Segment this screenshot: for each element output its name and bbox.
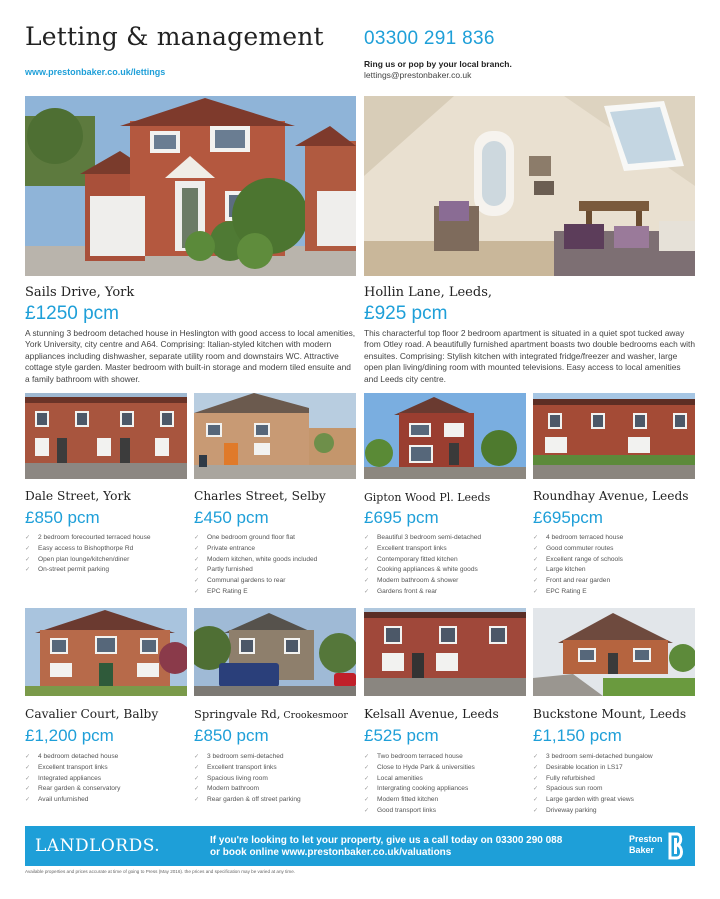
feature-item: ✓ Contemporary fitted kitchen bbox=[364, 555, 481, 566]
feature-item: ✓ Cooking appliances & white goods bbox=[364, 565, 481, 576]
roundhay-avenue-photo bbox=[533, 393, 695, 479]
card-title-gipton-wood: Gipton Wood Pl. Leeds bbox=[364, 491, 491, 504]
feature-item: ✓ On-street permit parking bbox=[25, 565, 151, 576]
card-price-kelsall-avenue: £525 pcm bbox=[364, 726, 439, 745]
landlords-banner bbox=[25, 826, 695, 866]
feature-list-kelsall-avenue bbox=[364, 752, 475, 817]
feature-item: ✓ EPC Rating E bbox=[533, 587, 623, 598]
feature-item: ✓ Partly furnished bbox=[194, 565, 317, 576]
ring-text: Ring us or pop by your local branch. bbox=[364, 59, 512, 69]
feature-item: ✓ Modern bathroom & shower bbox=[364, 576, 481, 587]
feature-item: ✓ Two bedroom terraced house bbox=[364, 752, 475, 763]
email-link[interactable]: lettings@prestonbaker.co.uk bbox=[364, 70, 472, 80]
card-title-roundhay-avenue: Roundhay Avenue, Leeds bbox=[533, 489, 689, 503]
feature-item: ✓ Spacious living room bbox=[194, 774, 301, 785]
feature-item: ✓ EPC Rating E bbox=[194, 587, 317, 598]
feature-list-dale-street bbox=[25, 533, 151, 576]
feature-item: ✓ Good transport links bbox=[364, 806, 475, 817]
feature-item: ✓ Spacious sun room bbox=[533, 784, 653, 795]
logo-word-baker: Baker bbox=[629, 845, 655, 855]
feature-item: ✓ Beautiful 3 bedroom semi-detached bbox=[364, 533, 481, 544]
feature-item: ✓ 4 bedroom detached house bbox=[25, 752, 120, 763]
cavalier-court-photo bbox=[25, 608, 187, 696]
feature-item: ✓ Fully refurbished bbox=[533, 774, 653, 785]
sails-drive-photo bbox=[25, 96, 356, 276]
card-price-charles-street: £450 pcm bbox=[194, 508, 269, 527]
card-title-buckstone-mount: Buckstone Mount, Leeds bbox=[533, 707, 687, 721]
feature-item: ✓ 2 bedroom forecourted terraced house bbox=[25, 533, 151, 544]
feature-item: ✓ Good commuter routes bbox=[533, 544, 623, 555]
feature-list-springvale-rd bbox=[194, 752, 301, 806]
feature-item: ✓ Open plan lounge/kitchen/diner bbox=[25, 555, 151, 566]
card-price-roundhay-avenue: £695pcm bbox=[533, 508, 603, 527]
page-title: Letting & management bbox=[25, 22, 324, 51]
feature-item: ✓ Private entrance bbox=[194, 544, 317, 555]
feature-item: ✓ Avail unfurnished bbox=[25, 795, 120, 806]
feature-list-cavalier-court bbox=[25, 752, 120, 806]
feature-item: ✓ Driveway parking bbox=[533, 806, 653, 817]
feature-item: ✓ Local amenities bbox=[364, 774, 475, 785]
card-title-charles-street: Charles Street, Selby bbox=[194, 489, 326, 503]
disclaimer: Available properties and prices accurate at time of going to Press (May 2016). the prices and specification may be varied at any time. bbox=[25, 869, 296, 874]
featured-price-1: £1250 pcm bbox=[25, 303, 120, 324]
banner-title: LANDLORDS. bbox=[35, 836, 161, 856]
card-price-cavalier-court: £1,200 pcm bbox=[25, 726, 114, 745]
phone-number[interactable]: 03300 291 836 bbox=[364, 28, 495, 49]
card-price-springvale-rd: £850 pcm bbox=[194, 726, 269, 745]
logo-mark-icon bbox=[667, 832, 685, 860]
card-price-buckstone-mount: £1,150 pcm bbox=[533, 726, 622, 745]
feature-item: ✓ Intergrating cooking appliances bbox=[364, 784, 475, 795]
website-link[interactable]: www.prestonbaker.co.uk/lettings bbox=[25, 67, 166, 77]
feature-list-gipton-wood bbox=[364, 533, 481, 598]
feature-item: ✓ 4 bedroom terraced house bbox=[533, 533, 623, 544]
featured-price-2: £925 pcm bbox=[364, 303, 448, 324]
card-title-springvale-rd bbox=[194, 707, 348, 721]
feature-item: ✓ Excellent transport links bbox=[364, 544, 481, 555]
featured-description-2: This characterful top floor 2 bedroom apartment is situated in a quiet spot tucked away from Otley road. A beautifully furnished apartment boasts two double bedrooms each with ensuites. Comprising: Stylish kitchen with integrated fridge/freezer and washer, large open plan living/dining room with mounted televisions. Easy access to local amenities and Leeds city centre. bbox=[364, 328, 695, 384]
feature-item: ✓ Close to Hyde Park & universities bbox=[364, 763, 475, 774]
banner-line-1: If you're looking to let your property, give us a call today on 03300 290 088 bbox=[210, 835, 563, 846]
feature-item: ✓ Excellent range of schools bbox=[533, 555, 623, 566]
feature-item: ✓ Large kitchen bbox=[533, 565, 623, 576]
buckstone-mount-photo bbox=[533, 608, 695, 696]
feature-item: ✓ Desirable location in LS17 bbox=[533, 763, 653, 774]
feature-item: ✓ Large garden with great views bbox=[533, 795, 653, 806]
feature-item: ✓ Front and rear garden bbox=[533, 576, 623, 587]
charles-street-photo bbox=[194, 393, 356, 479]
feature-item: ✓ Easy access to Bishopthorpe Rd bbox=[25, 544, 151, 555]
feature-item: ✓ Excellent transport links bbox=[194, 763, 301, 774]
feature-item: ✓ 3 bedroom semi-detached bungalow bbox=[533, 752, 653, 763]
feature-item: ✓ Rear garden & off street parking bbox=[194, 795, 301, 806]
preston-baker-logo bbox=[629, 832, 691, 860]
feature-list-roundhay-avenue bbox=[533, 533, 623, 598]
featured-title-2: Hollin Lane, Leeds, bbox=[364, 285, 493, 300]
banner-line-2[interactable]: or book online www.prestonbaker.co.uk/valuations bbox=[210, 847, 452, 858]
feature-item: ✓ Gardens front & rear bbox=[364, 587, 481, 598]
springvale-rd-photo bbox=[194, 608, 356, 696]
dale-street-photo bbox=[25, 393, 187, 479]
card-title-main: Springvale Rd, bbox=[194, 707, 281, 721]
card-title-dale-street: Dale Street, York bbox=[25, 489, 131, 503]
feature-item: ✓ Communal gardens to rear bbox=[194, 576, 317, 587]
feature-item: ✓ Rear garden & conservatory bbox=[25, 784, 120, 795]
feature-item: ✓ Excellent transport links bbox=[25, 763, 120, 774]
kelsall-avenue-photo bbox=[364, 608, 526, 696]
featured-title-1: Sails Drive, York bbox=[25, 285, 135, 300]
feature-item: ✓ Modern fitted kitchen bbox=[364, 795, 475, 806]
feature-item: ✓ One bedroom ground floor flat bbox=[194, 533, 317, 544]
card-price-dale-street: £850 pcm bbox=[25, 508, 100, 527]
feature-item: ✓ Modern bathroom bbox=[194, 784, 301, 795]
card-price-gipton-wood: £695 pcm bbox=[364, 508, 439, 527]
feature-item: ✓ Integrated appliances bbox=[25, 774, 120, 785]
feature-list-buckstone-mount bbox=[533, 752, 653, 817]
feature-list-charles-street bbox=[194, 533, 317, 598]
hollin-lane-photo bbox=[364, 96, 695, 276]
gipton-wood-photo bbox=[364, 393, 526, 479]
featured-description-1: A stunning 3 bedroom detached house in Heslington with good access to local amenities, York University, city centre and A64. Comprising: Italian-styled kitchen with modern appliances including dishwasher, separate utility room and downstairs WC. Attractive cottage style garden. Master bedroom with built-in storage and modern tiled ensuite and a family bathroom with shower. bbox=[25, 328, 356, 384]
logo-word-preston: Preston bbox=[629, 834, 663, 844]
card-title-cavalier-court: Cavalier Court, Balby bbox=[25, 707, 159, 721]
card-title-kelsall-avenue: Kelsall Avenue, Leeds bbox=[364, 707, 499, 721]
feature-item: ✓ 3 bedroom semi-detached bbox=[194, 752, 301, 763]
feature-item: ✓ Modern kitchen, white goods included bbox=[194, 555, 317, 566]
card-title-area: Crookesmoor bbox=[280, 710, 348, 721]
